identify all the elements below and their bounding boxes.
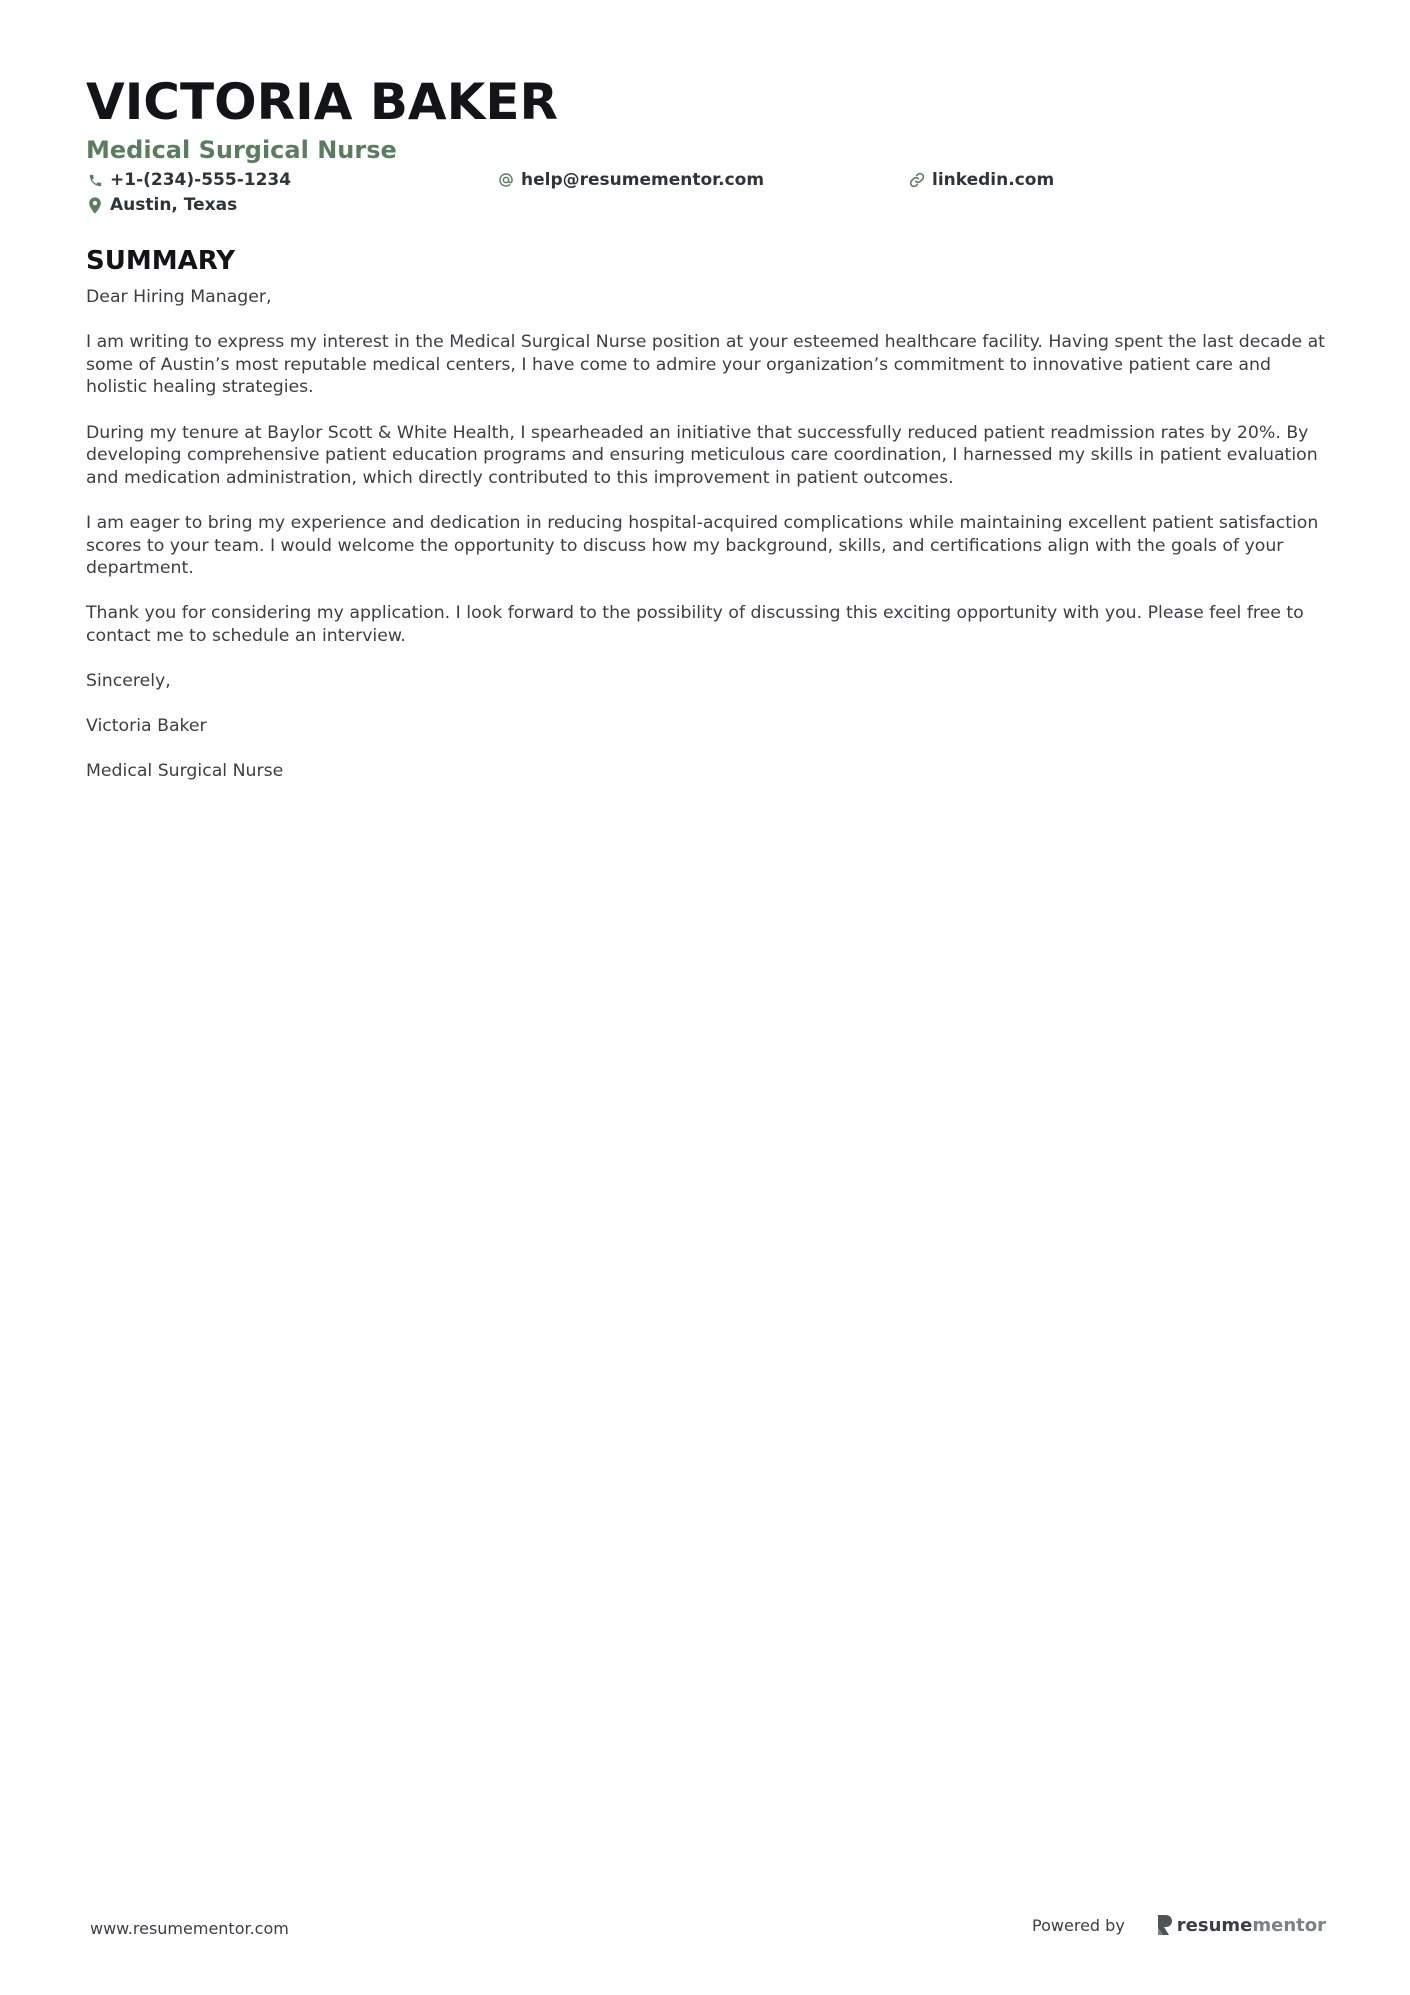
contact-email — [497, 168, 764, 192]
job-title: Medical Surgical Nurse — [86, 136, 397, 164]
contact-link — [908, 168, 1054, 192]
paragraph: Thank you for considering my application. I look forward to the possibility of discussing this exciting opportunity with you. Please feel free to contact me to schedule an interview. — [86, 603, 1304, 646]
greeting: Dear Hiring Manager, — [86, 287, 272, 307]
email-address: help@resumementor.com — [521, 170, 765, 190]
brand-logo[interactable] — [1155, 1914, 1326, 1936]
location: Austin, Texas — [110, 195, 238, 215]
summary-heading: SUMMARY — [86, 246, 236, 276]
contact-phone — [86, 168, 291, 192]
link-icon — [908, 171, 926, 189]
resumementor-logo-icon — [1155, 1914, 1173, 1936]
contact-info — [86, 168, 1326, 222]
location-pin-icon — [86, 196, 104, 214]
footer-website[interactable]: www.resumementor.com — [90, 1919, 289, 1938]
paragraph: During my tenure at Baylor Scott & White Health, I spearheaded an initiative that successfully reduced patient readmission rates by 20%. By developing comprehensive patient education programs and ensuring meticulous care coordination, I harnessed my skills in patient evaluation and medication administration, which directly contributed to this improvement in patient outcomes. — [86, 422, 1318, 488]
powered-by-label: Powered by — [1032, 1915, 1125, 1935]
linkedin-url: linkedin.com — [932, 170, 1055, 190]
signature-title: Medical Surgical Nurse — [86, 761, 284, 782]
letter-body — [86, 286, 1331, 806]
footer-branding — [1032, 1914, 1326, 1936]
brand-name-part1: resume — [1176, 1914, 1253, 1936]
closing: Sincerely, — [86, 671, 171, 692]
contact-location — [86, 193, 237, 217]
candidate-name: VICTORIA BAKER — [86, 73, 559, 131]
brand-name-part2: mentor — [1252, 1914, 1326, 1936]
at-icon — [497, 171, 515, 189]
phone-number: +1-(234)-555-1234 — [110, 170, 292, 190]
header — [86, 70, 1326, 222]
signature-name: Victoria Baker — [86, 716, 207, 737]
phone-icon — [86, 171, 104, 189]
paragraph: I am eager to bring my experience and dedication in reducing hospital-acquired complications while maintaining excellent patient satisfaction scores to your team. I would welcome the opportunity to discuss how my background, skills, and certifications align with the goals of your department. — [86, 512, 1319, 579]
paragraph: I am writing to express my interest in the Medical Surgical Nurse position at your esteemed healthcare facility. Having spent the last decade at some of Austin’s most reputable medical centers, I have come to admire your organization’s commitment to innovative patient care and holistic healing strategies. — [86, 332, 1325, 398]
